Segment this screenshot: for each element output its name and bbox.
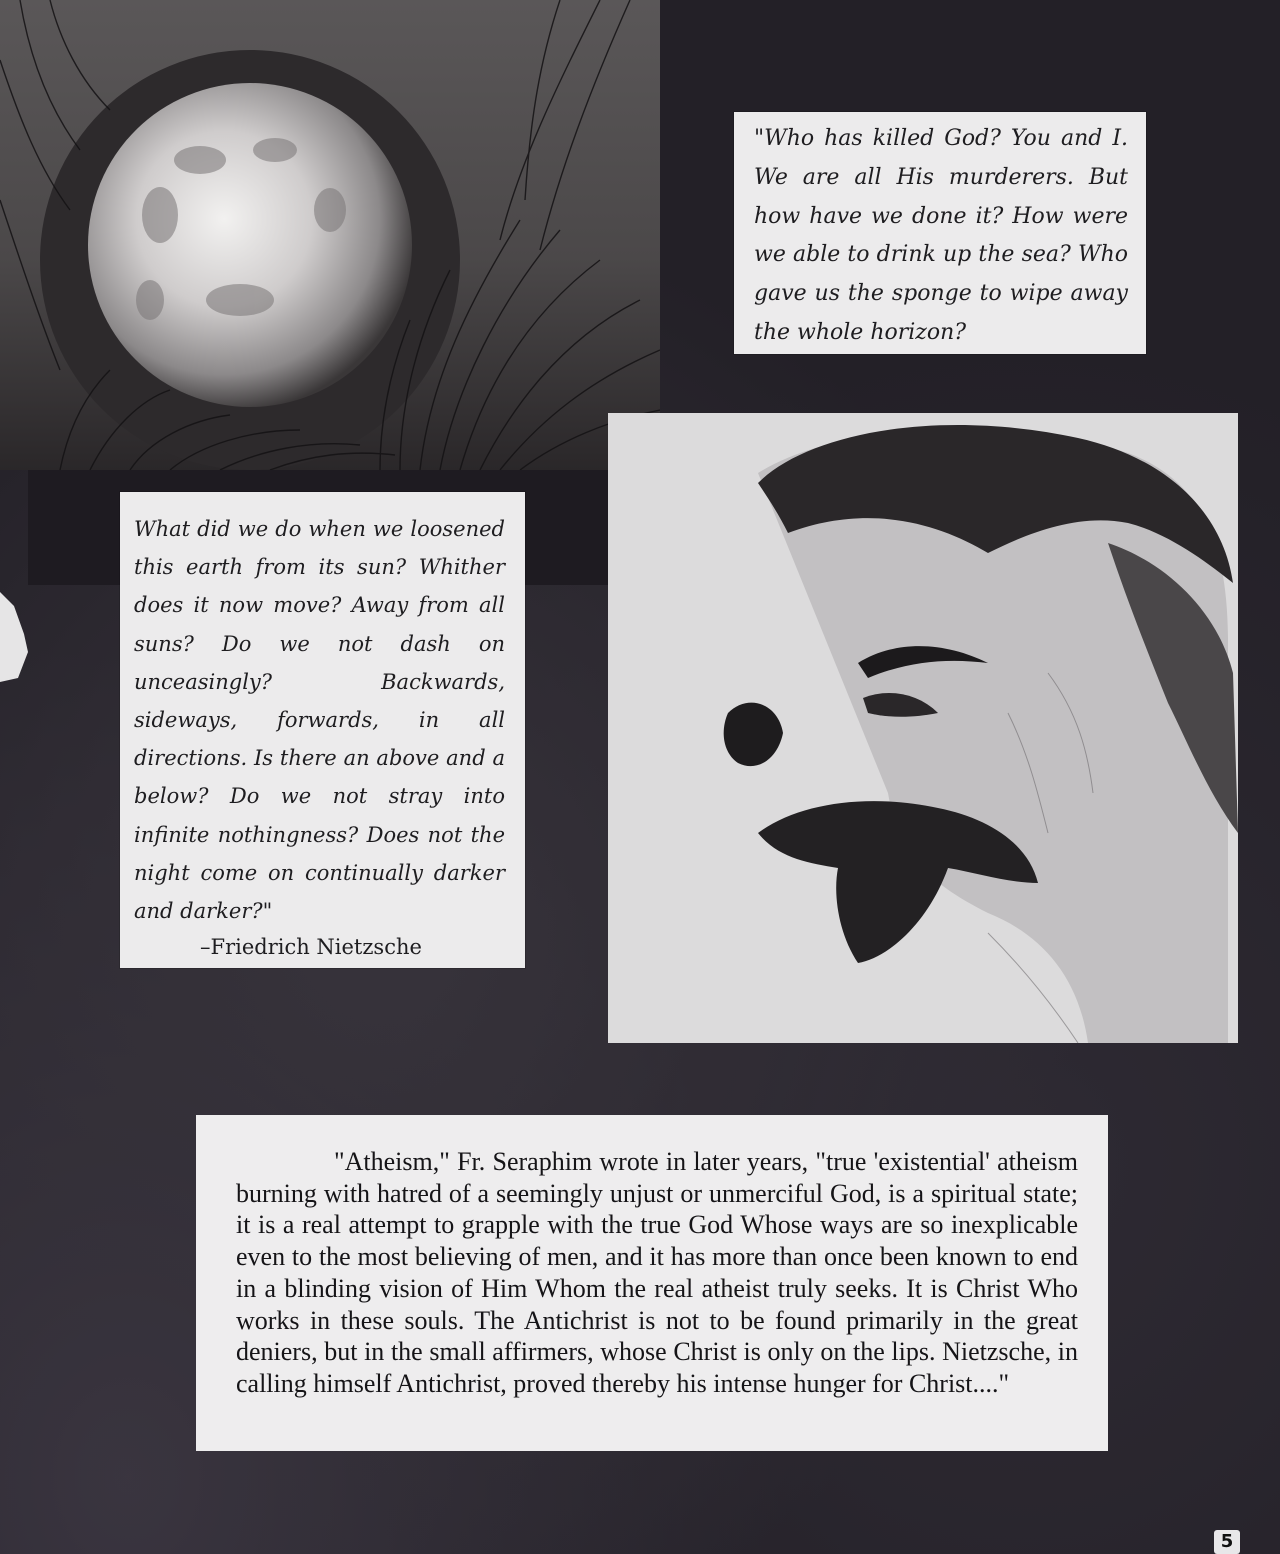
moon bbox=[88, 83, 412, 407]
moon-drawing bbox=[0, 0, 660, 470]
quote-top-clipping bbox=[734, 112, 1146, 354]
quote-left-text: What did we do when we loosened this earth from its sun? Whither does it now move? Away from all suns? Do we not dash on unceasingly? Backwards, sideways, forwards, in all directions. Is there an above and a below? Do we not stray into infinite nothingness? Does not the night come on continually darker and darker?" bbox=[134, 517, 505, 924]
nietzsche-portrait bbox=[608, 413, 1238, 1043]
quote-left-clipping bbox=[120, 492, 525, 968]
portrait-drawing bbox=[608, 413, 1238, 1043]
torn-paper-scrap bbox=[0, 582, 28, 690]
essay-text: "Atheism," Fr. Seraphim wrote in later years, "true 'existential' atheism burning with hatred of a seemingly unjust or unmerciful God, is a spiritual state; it is a real attempt to grapple with the true God Whose ways are so inexplicable even to the most believing of men, and it has more than once been known to end in a blinding vision of Him Whom the real atheist truly seeks. It is Christ Who works in these souls. The Antichrist is not to be found primarily in the great deniers, but in the small affirmers, whose Christ is only on the lips. Nietzsche, in calling himself Antichrist, proved thereby his intense hunger for Christ...." bbox=[236, 1147, 1078, 1398]
quote-attribution: –Friedrich Nietzsche bbox=[200, 935, 422, 960]
moon-illustration bbox=[0, 0, 660, 470]
page-number: 5 bbox=[1214, 1530, 1240, 1554]
essay-clipping bbox=[196, 1115, 1108, 1451]
quote-top-text: "Who has killed God? You and I. We are all His murderers. But how have we done it? How were we able to drink up the sea? Who gave us the sponge to wipe away the whole horizon? bbox=[754, 126, 1128, 345]
